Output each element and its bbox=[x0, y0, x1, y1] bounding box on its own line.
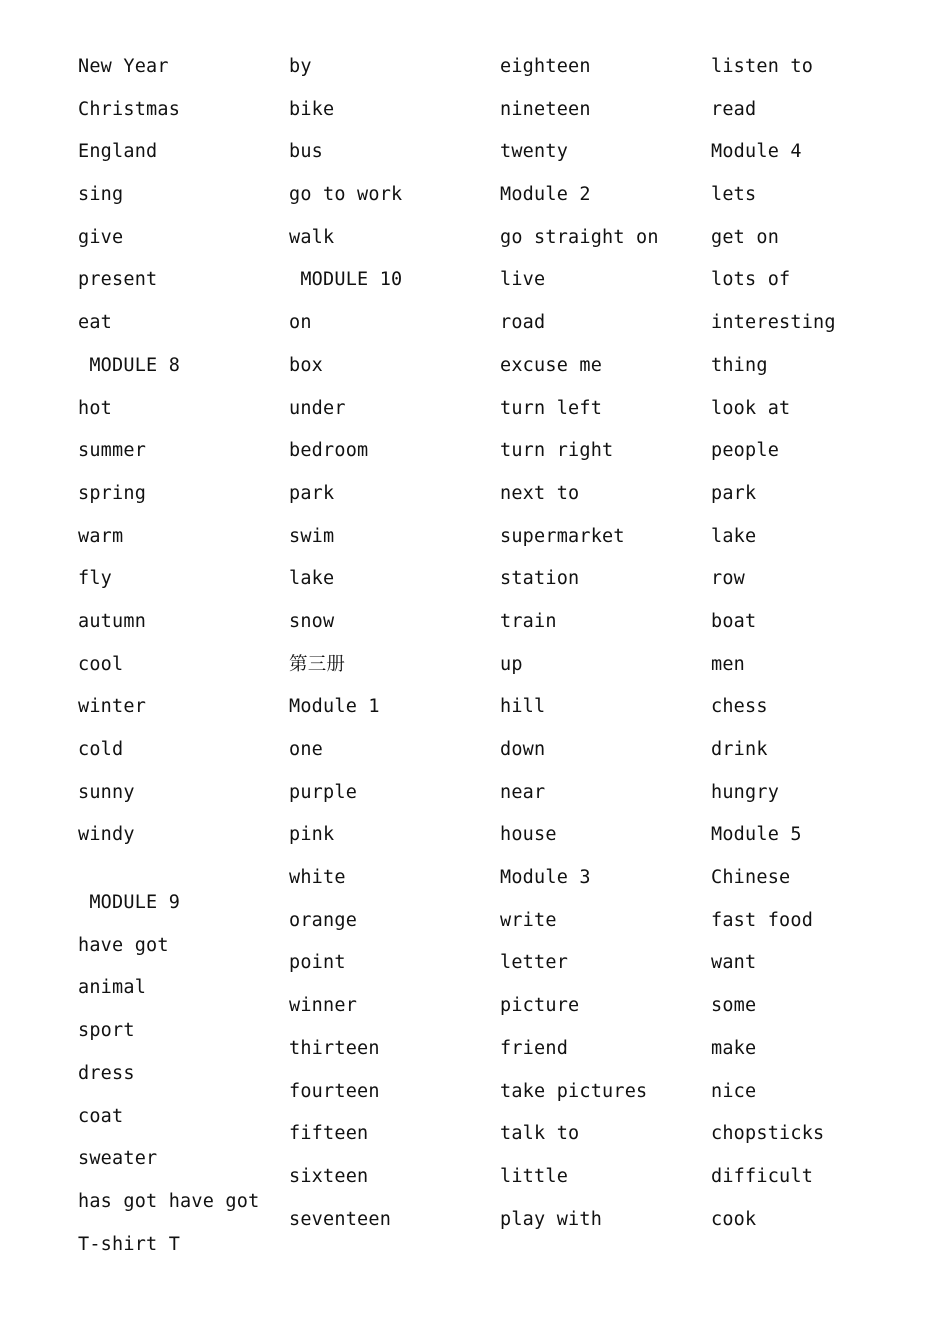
word-item: sunny bbox=[78, 781, 135, 803]
word-item: spring bbox=[78, 482, 147, 504]
word-column-4 bbox=[711, 53, 911, 1248]
word-item: difficult bbox=[711, 1165, 814, 1187]
word-item: look at bbox=[711, 397, 791, 419]
word-item: have got bbox=[78, 934, 169, 956]
word-item: twenty bbox=[500, 141, 569, 163]
word-item: thing bbox=[711, 354, 768, 376]
word-item: live bbox=[500, 269, 546, 291]
word-item: cook bbox=[711, 1208, 757, 1230]
word-item: want bbox=[711, 952, 757, 974]
word-item: one bbox=[289, 739, 324, 760]
word-item: park bbox=[289, 482, 335, 504]
module-heading: Module 5 bbox=[711, 824, 802, 846]
word-item: fifteen bbox=[289, 1123, 369, 1145]
word-item: on bbox=[289, 312, 312, 334]
word-item: sport bbox=[78, 1020, 135, 1042]
word-item: talk to bbox=[500, 1123, 580, 1145]
word-item: next to bbox=[500, 482, 580, 504]
word-item: picture bbox=[500, 995, 580, 1017]
word-item: some bbox=[711, 995, 757, 1017]
word-item: go to work bbox=[289, 184, 403, 206]
word-item: give bbox=[78, 226, 124, 248]
word-item: white bbox=[289, 867, 346, 889]
word-item: cold bbox=[78, 739, 124, 760]
word-item: New Year bbox=[78, 56, 169, 77]
word-item: hill bbox=[500, 696, 546, 718]
word-item: nice bbox=[711, 1080, 757, 1102]
word-item: box bbox=[289, 354, 324, 376]
word-item: letter bbox=[500, 952, 569, 974]
word-item: people bbox=[711, 440, 780, 462]
module-heading: MODULE 9 bbox=[78, 892, 181, 914]
word-item: animal bbox=[78, 977, 147, 999]
word-item: write bbox=[500, 909, 557, 931]
module-heading: Module 4 bbox=[711, 141, 802, 163]
word-item: hot bbox=[78, 397, 113, 419]
word-item: lake bbox=[711, 525, 757, 547]
word-item: read bbox=[711, 98, 757, 120]
word-item: windy bbox=[78, 824, 135, 846]
word-item: chess bbox=[711, 696, 768, 718]
word-item: turn left bbox=[500, 397, 603, 419]
word-item: purple bbox=[289, 781, 358, 803]
book-volume-heading: 第三册 bbox=[289, 653, 346, 675]
word-item: England bbox=[78, 141, 158, 163]
word-item: excuse me bbox=[500, 354, 603, 376]
word-item: eighteen bbox=[500, 56, 591, 77]
module-heading: Module 2 bbox=[500, 184, 591, 206]
word-item: winter bbox=[78, 696, 147, 718]
module-heading: Module 1 bbox=[289, 696, 380, 718]
word-item: down bbox=[500, 739, 546, 760]
word-item: sixteen bbox=[289, 1165, 369, 1187]
word-item: fly bbox=[78, 568, 113, 590]
word-item: park bbox=[711, 482, 757, 504]
word-item: seventeen bbox=[289, 1208, 392, 1230]
word-item: present bbox=[78, 269, 158, 291]
word-column-1 bbox=[78, 53, 278, 1273]
word-item: pink bbox=[289, 824, 335, 846]
blank-line bbox=[78, 864, 278, 889]
word-item: winner bbox=[289, 995, 358, 1017]
word-item: fourteen bbox=[289, 1080, 380, 1102]
word-item: coat bbox=[78, 1105, 124, 1127]
word-item: chopsticks bbox=[711, 1123, 825, 1145]
word-item: lots of bbox=[711, 269, 791, 291]
word-item: boat bbox=[711, 610, 757, 632]
word-item: swim bbox=[289, 525, 335, 547]
word-item: bus bbox=[289, 141, 324, 163]
word-item: hungry bbox=[711, 781, 780, 803]
word-item: get on bbox=[711, 226, 780, 248]
word-item: Chinese bbox=[711, 867, 791, 889]
word-item: road bbox=[500, 312, 546, 334]
module-heading: MODULE 8 bbox=[78, 354, 181, 376]
word-item: take pictures bbox=[500, 1080, 648, 1102]
word-item: near bbox=[500, 781, 546, 803]
word-item: Christmas bbox=[78, 98, 181, 120]
word-item: bedroom bbox=[289, 440, 369, 462]
word-item: warm bbox=[78, 525, 124, 547]
word-item: summer bbox=[78, 440, 147, 462]
word-item: lake bbox=[289, 568, 335, 590]
word-item: make bbox=[711, 1037, 757, 1059]
word-item: little bbox=[500, 1165, 569, 1187]
word-item: train bbox=[500, 610, 557, 632]
word-item: play with bbox=[500, 1208, 603, 1230]
word-item: dress bbox=[78, 1062, 135, 1084]
word-item: thirteen bbox=[289, 1037, 380, 1059]
word-item: bike bbox=[289, 98, 335, 120]
word-item: supermarket bbox=[500, 525, 625, 547]
word-item: autumn bbox=[78, 610, 147, 632]
module-heading: Module 3 bbox=[500, 867, 591, 889]
word-item: drink bbox=[711, 739, 768, 760]
word-column-3 bbox=[500, 53, 700, 1248]
word-item: eat bbox=[78, 312, 113, 334]
word-item: under bbox=[289, 397, 346, 419]
word-item: by bbox=[289, 56, 312, 77]
word-item: go straight on bbox=[500, 226, 659, 248]
word-item: snow bbox=[289, 610, 335, 632]
word-item: T-shirt T bbox=[78, 1233, 181, 1255]
word-item: walk bbox=[289, 226, 335, 248]
word-item: orange bbox=[289, 909, 358, 931]
word-item: sweater bbox=[78, 1148, 158, 1170]
word-item: station bbox=[500, 568, 580, 590]
module-heading: MODULE 10 bbox=[289, 269, 403, 291]
word-item: point bbox=[289, 952, 346, 974]
word-item: row bbox=[711, 568, 746, 590]
word-item: nineteen bbox=[500, 98, 591, 120]
word-column-2 bbox=[289, 53, 489, 1248]
word-item: turn right bbox=[500, 440, 614, 462]
word-item: lets bbox=[711, 184, 757, 206]
word-item: listen to bbox=[711, 56, 814, 77]
word-item: friend bbox=[500, 1037, 569, 1059]
word-item: house bbox=[500, 824, 557, 846]
word-item: has got have got bbox=[78, 1190, 260, 1212]
word-item: cool bbox=[78, 653, 124, 675]
word-item: sing bbox=[78, 184, 124, 206]
word-item: fast food bbox=[711, 909, 814, 931]
word-item: up bbox=[500, 653, 523, 675]
word-item: interesting bbox=[711, 312, 836, 334]
word-item: men bbox=[711, 653, 746, 675]
